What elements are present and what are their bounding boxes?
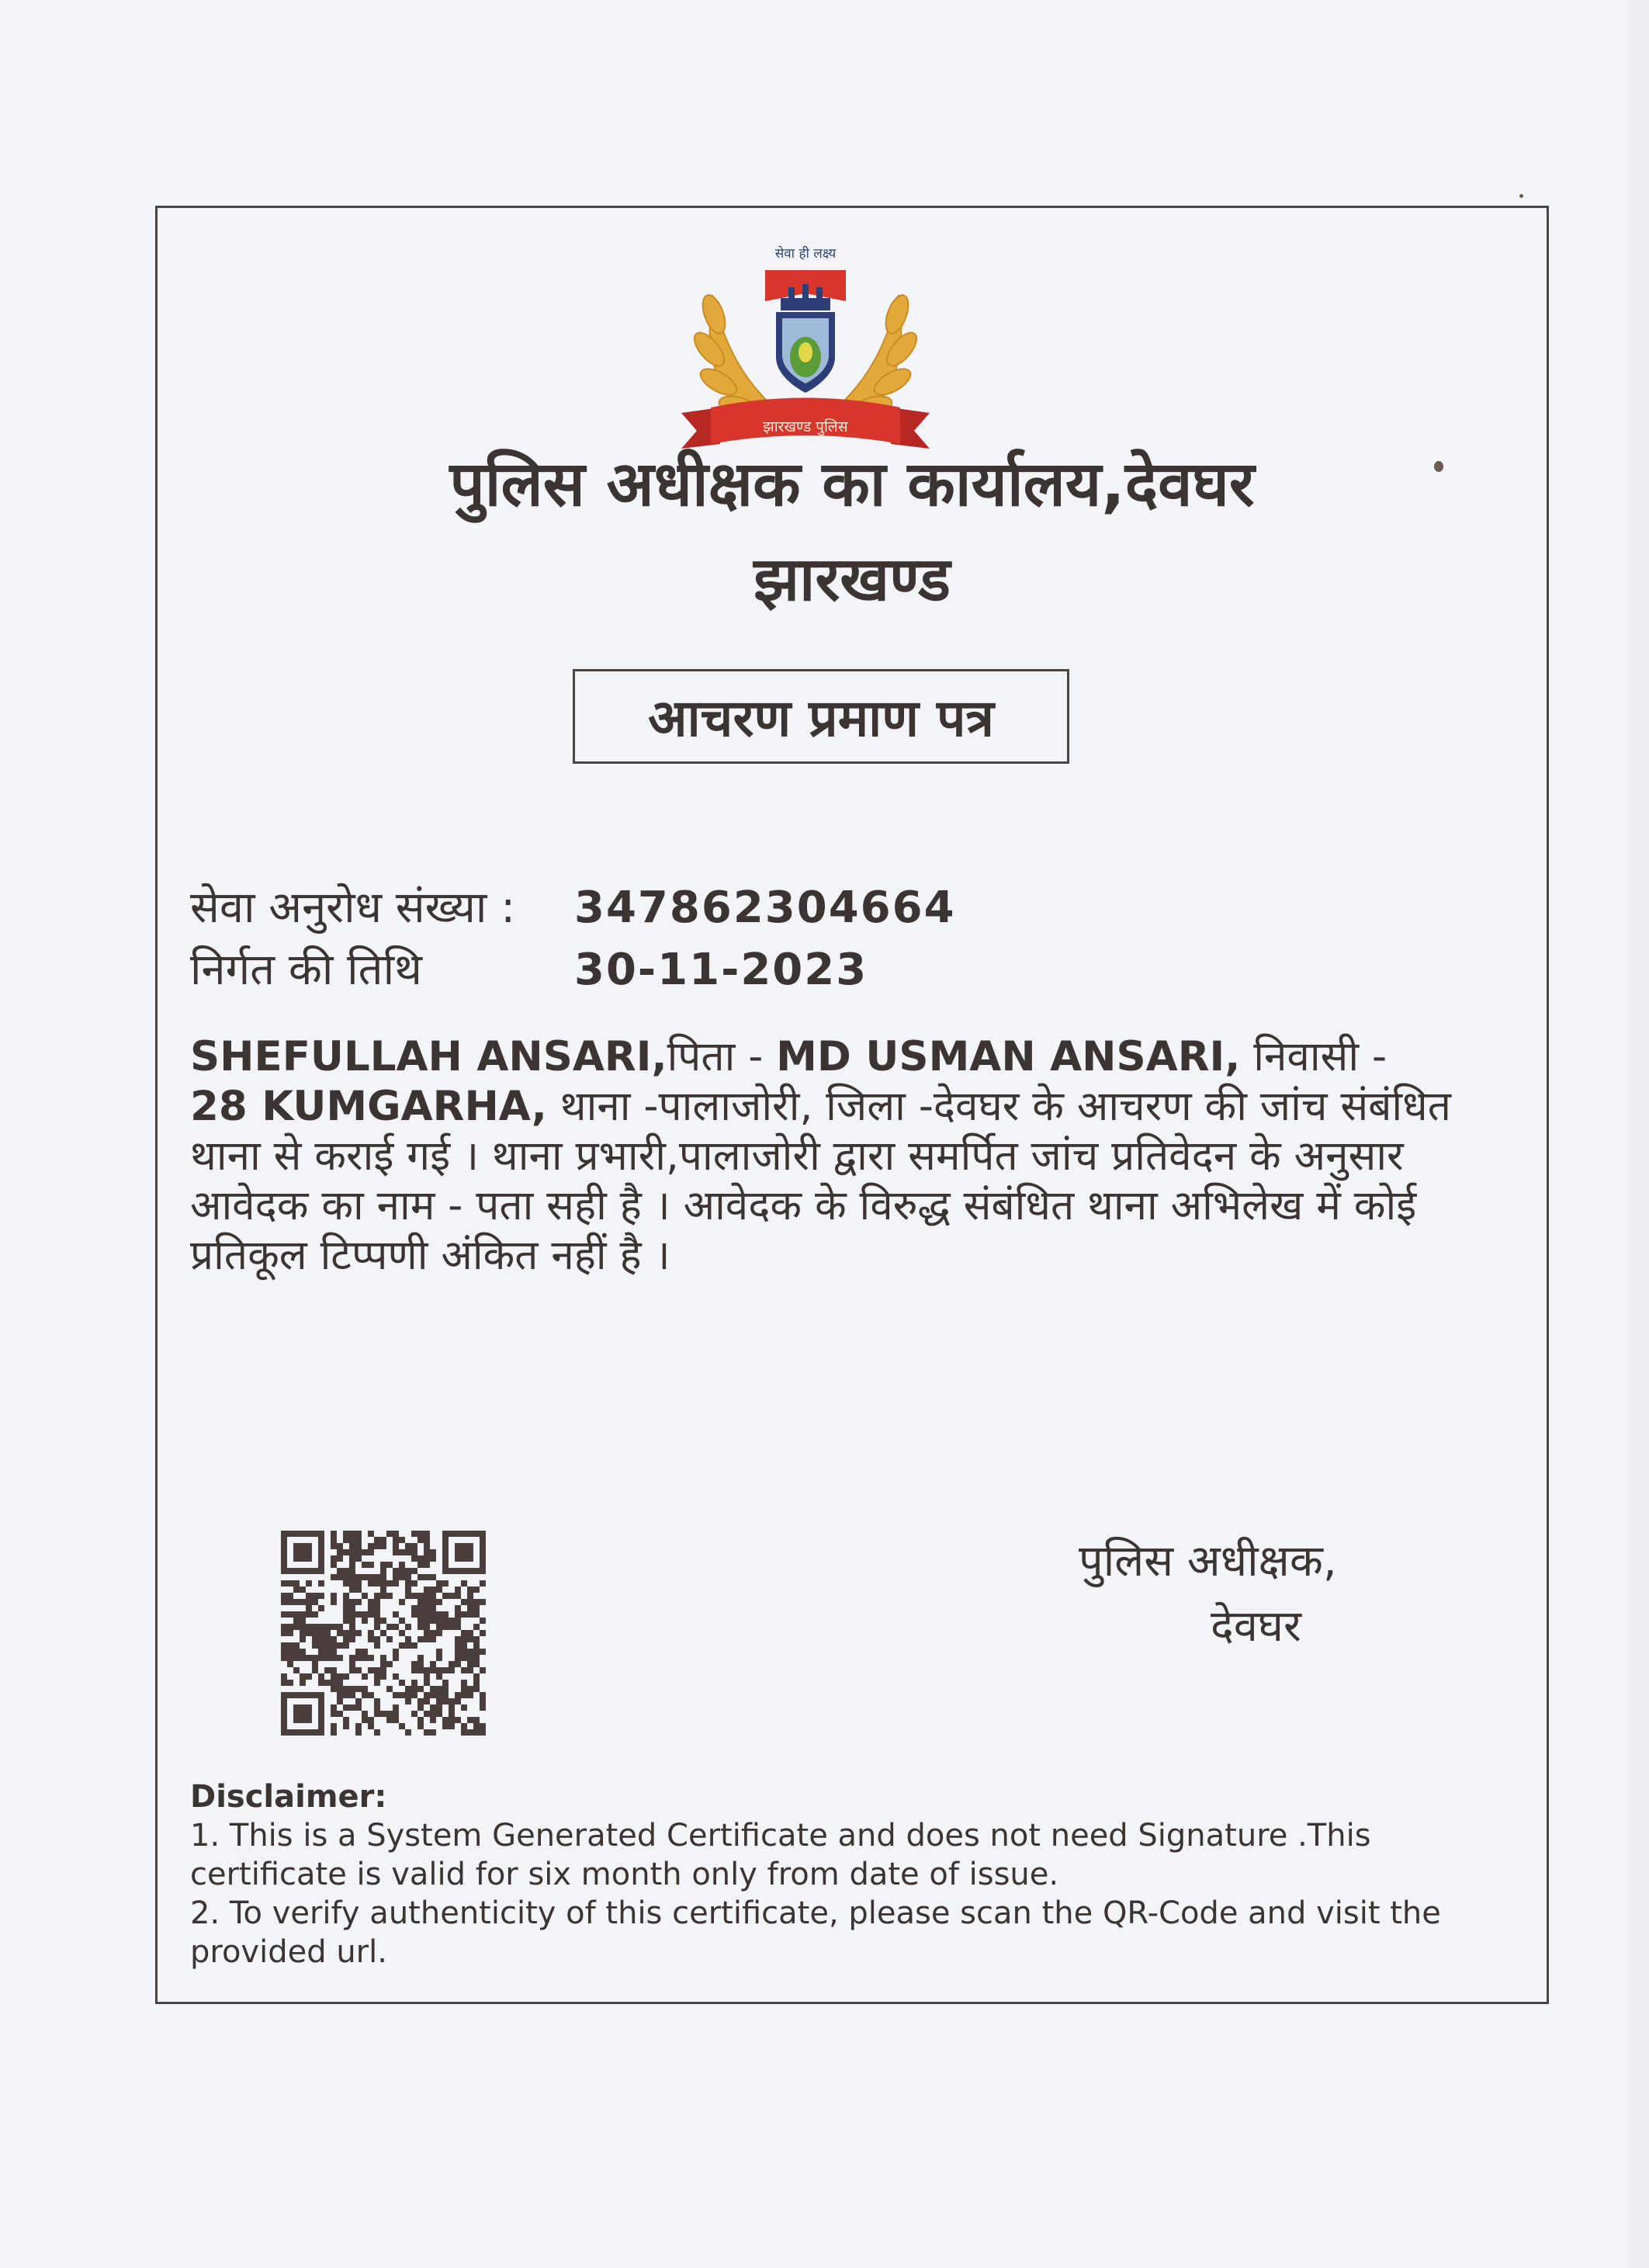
office-title: पुलिस अधीक्षक का कार्यालय,देवघर <box>449 448 1255 520</box>
disclaimer-point-2: 2. To verify authenticity of this certificate, please scan the QR-Code and visit the provided url. <box>190 1895 1441 1970</box>
request-number-row <box>190 877 956 939</box>
father-label: पिता - <box>667 1033 777 1080</box>
certificate-meta <box>190 877 956 1001</box>
emblem-motto-text: सेवा ही लक्ष्य <box>774 246 837 262</box>
disclaimer-section <box>190 1777 1525 1971</box>
issue-date-row <box>190 939 956 1001</box>
applicant-address: 28 KUMGARHA, <box>190 1083 547 1130</box>
resident-label: निवासी - <box>1240 1033 1387 1080</box>
police-emblem-logo <box>674 241 937 466</box>
verification-statement: थाना -पालाजोरी, जिला -देवघर के आचरण की जांच संबंधित थाना से कराई गई । थाना प्रभारी,पालाजोरी द्वारा समर्पित जांच प्रतिवेदन के अनुसार आवेदक का नाम - पता सही है । आवेदक के विरुद्ध संबंधित थाना अभिलेख में कोई प्रतिकूल टिप्पणी अंकित नहीं है । <box>190 1083 1451 1279</box>
signatory-block <box>1079 1529 1337 1659</box>
certificate-title-box <box>573 669 1069 764</box>
certificate-body <box>190 1032 1525 1281</box>
scan-speck <box>1519 194 1523 198</box>
signatory-designation: पुलिस अधीक्षक, <box>1079 1536 1337 1587</box>
issue-date-value: 30-11-2023 <box>574 945 868 995</box>
office-state: झारखण्ड <box>753 545 951 615</box>
request-number-value: 347862304664 <box>574 883 956 933</box>
signatory-place: देवघर <box>1211 1601 1301 1652</box>
certificate-title: आचरण प्रमाण पत्र <box>648 688 994 748</box>
father-name: MD USMAN ANSARI, <box>776 1033 1241 1080</box>
disclaimer-heading: Disclaimer: <box>190 1779 387 1815</box>
applicant-name: SHEFULLAH ANSARI, <box>190 1033 667 1080</box>
verification-qr-code <box>281 1531 486 1736</box>
emblem-banner-text: झारखण्ड पुलिस <box>763 418 848 435</box>
issue-date-label: निर्गत की तिथि <box>190 945 422 995</box>
request-number-label: सेवा अनुरोध संख्या : <box>190 883 516 933</box>
disclaimer-point-1: 1. This is a System Generated Certificate and does not need Signature .This certificate is valid for six month only from date of issue. <box>190 1818 1371 1892</box>
